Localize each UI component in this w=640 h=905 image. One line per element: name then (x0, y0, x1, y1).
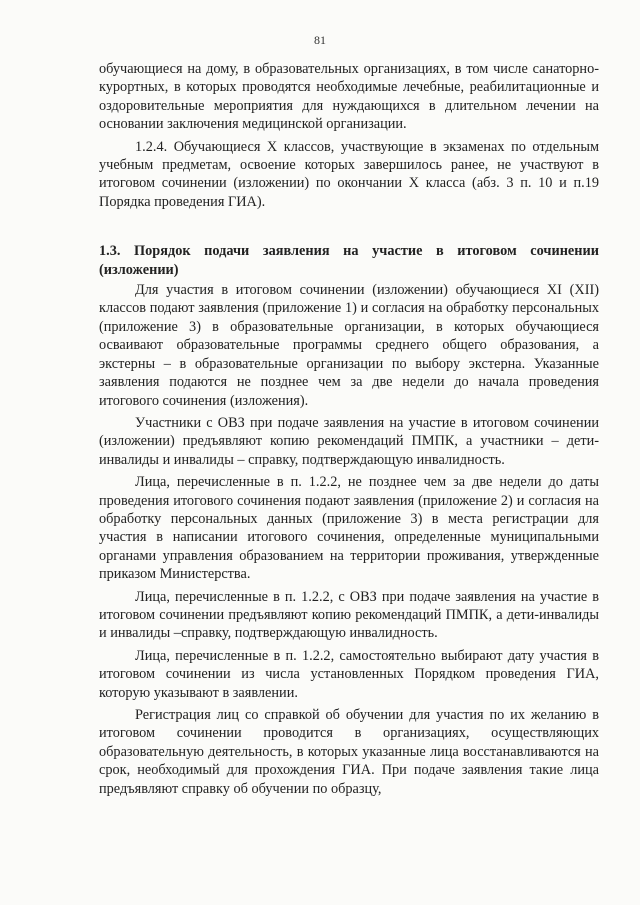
paragraph: Лица, перечисленные в п. 1.2.2, с ОВЗ при подаче заявления на участие в итоговом сочинении предъявляют копию рекомендаций ПМПК, а дети-инвалиды и инвалиды –справку, подтверждающую инвалидность. (99, 588, 599, 642)
paragraph: Регистрация лиц со справкой об обучении для участия по их желанию в итоговом сочинении проводится в организациях, осуществляющих образовательную деятельность, в которых указанные лица восстанавливаются на срок, необходимый для прохождения ГИА. При подаче заявления такие лица предъявляют справку об обучении по образцу, (99, 707, 599, 797)
paragraph: Для участия в итоговом сочинении (изложении) обучающиеся XI (XII) классов подают заявления (приложение 1) и согласия на обработку персональных (приложение 3) в образовательные организации, в которых обучающиеся осваивают образовательные программы среднего общего образования, а экстерны – в образовательные организации по выбору экстерна. Указанные заявления подаются не позднее чем за две недели до начала проведения итогового сочинения (изложения). (99, 282, 599, 409)
paragraph-1-2-4: 1.2.4. Обучающиеся X классов, участвующие в экзаменах по отдельным учебным предметам, освоение которых завершилось ранее, не участвуют в итоговом сочинении (изложении) по окончании X класса (абз. 3 п. 10 и п.19 Порядка проведения ГИА). (99, 138, 599, 210)
page-number: 81 (314, 33, 326, 47)
paragraph-continuation: обучающиеся на дому, в образовательных организациях, в том числе санаторно-курортных, в которых проводятся необходимые лечебные, реабилитационные и оздоровительные мероприятия для нуждающихся в длительном лечении на основании заключения медицинской организации. (99, 61, 599, 133)
paragraph: Лица, перечисленные в п. 1.2.2, не позднее чем за две недели до даты проведения итогового сочинения подают заявления (приложение 2) и согласия на обработку персональных данных (приложение 3) в места регистрации для участия в написании итогового сочинения, определенные муниципальными органами управления образованием на территории проживания, утвержденные приказом Министерства. (99, 474, 599, 583)
paragraph: Участники с ОВЗ при подаче заявления на участие в итоговом сочинении (изложении) предъявляют копию рекомендаций ПМПК, а участники – дети-инвалиды и инвалиды – справку, подтверждающую инвалидность. (99, 414, 599, 468)
section-heading: 1.3. Порядок подачи заявления на участие в итоговом сочинении (изложении) (99, 243, 599, 278)
paragraph: Лица, перечисленные в п. 1.2.2, самостоятельно выбирают дату участия в итоговом сочинении из числа установленных Порядком проведения ГИА, которую указывают в заявлении. (99, 647, 599, 701)
document-body (99, 60, 599, 798)
